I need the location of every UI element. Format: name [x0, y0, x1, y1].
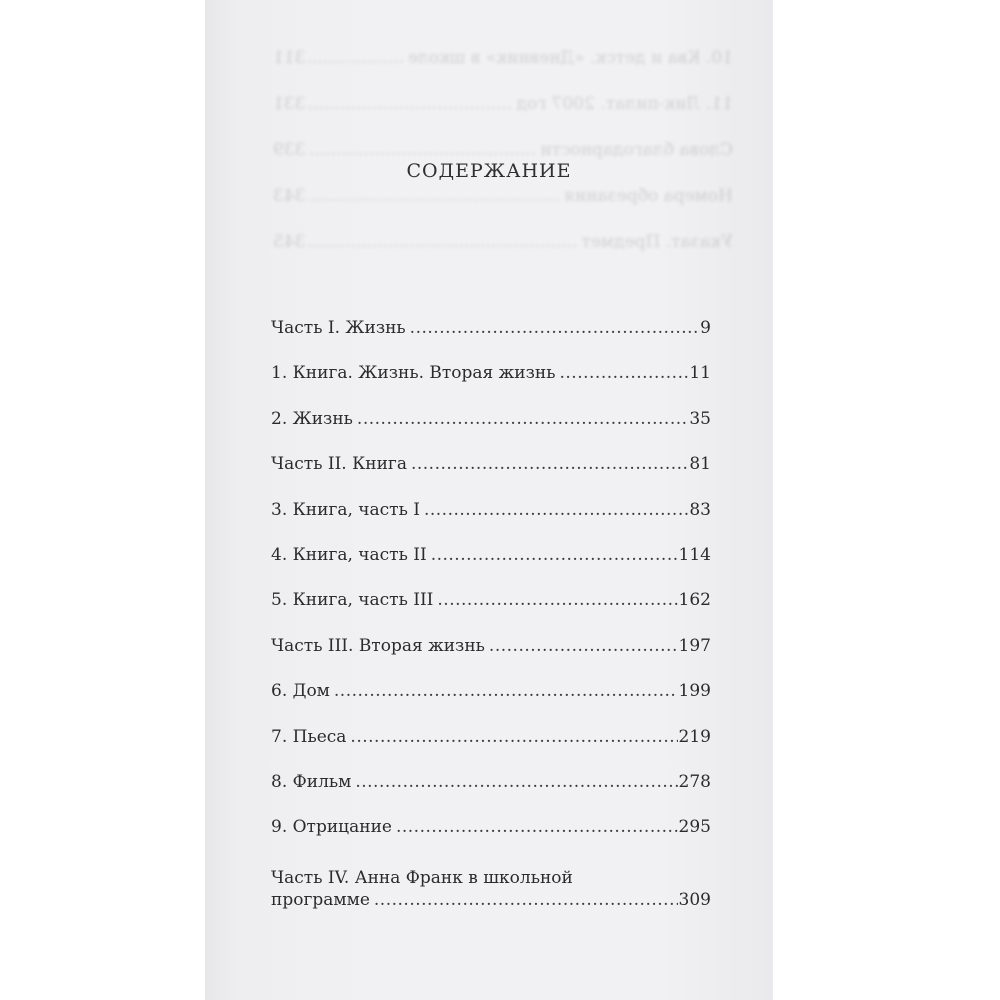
toc-entry[interactable] — [271, 590, 711, 635]
toc-entry-label-continued: программе — [271, 889, 370, 910]
ghost-line: 11. Лик-пилат. 2007 год ..... 331 — [273, 94, 733, 114]
toc-entry-label: 9. Отрицание — [271, 817, 392, 838]
toc-page-number: 199 — [678, 681, 711, 702]
dot-leader — [560, 363, 689, 383]
toc-entry-label: 2. Жизнь — [271, 408, 353, 429]
toc-page-number: 11 — [689, 363, 711, 384]
toc-page-number: 197 — [678, 635, 711, 656]
ghost-line: Номера обрезания ..... 343 — [273, 186, 733, 206]
toc-page-number: 35 — [689, 408, 711, 429]
toc-entry[interactable] — [271, 454, 711, 499]
toc-entry-label: 4. Книга, часть II — [271, 544, 427, 565]
toc-entry[interactable] — [271, 727, 711, 772]
dot-leader — [374, 889, 678, 911]
toc-entry-label: 7. Пьеса — [271, 726, 347, 747]
toc-entry[interactable] — [271, 772, 711, 817]
page-title: СОДЕРЖАНИЕ — [406, 160, 572, 182]
toc-entry-label: Часть I. Жизнь — [271, 318, 406, 338]
toc-entry-label: 8. Фильм — [271, 771, 352, 792]
toc-page-number: 309 — [678, 889, 711, 910]
dot-leader — [424, 500, 688, 520]
toc-page-number: 83 — [689, 499, 711, 520]
ghost-line: 10. Ква и детск. «Дневник» в школе ..... 311 — [273, 48, 733, 68]
ghost-line: Указат. Предмет ..... 345 — [273, 232, 733, 252]
book-page — [205, 0, 773, 1000]
toc-entry[interactable] — [271, 409, 711, 454]
dot-leader — [334, 681, 678, 701]
dot-leader — [357, 409, 688, 429]
toc-entry[interactable] — [271, 817, 711, 862]
ghost-line: Слова благодарности ..... 339 — [273, 140, 733, 160]
toc-entry-label: 3. Книга, часть I — [271, 499, 420, 520]
toc-entry[interactable] — [271, 500, 711, 545]
dot-leader — [411, 454, 688, 474]
dot-leader — [396, 817, 678, 837]
toc-entry-label: 1. Книга. Жизнь. Вторая жизнь — [271, 363, 556, 384]
table-of-contents — [271, 318, 711, 911]
toc-page-number: 278 — [678, 771, 711, 792]
dot-leader — [355, 772, 677, 792]
toc-entry-label: Часть III. Вторая жизнь — [271, 635, 485, 656]
toc-entry[interactable] — [271, 318, 711, 363]
toc-entry[interactable] — [271, 636, 711, 681]
toc-page-number: 81 — [689, 454, 711, 475]
toc-entry[interactable] — [271, 681, 711, 726]
dot-leader — [350, 727, 677, 747]
dot-leader — [410, 318, 700, 338]
toc-page-number: 114 — [678, 544, 711, 565]
dot-leader — [489, 636, 678, 656]
toc-entry-label: Часть II. Книга — [271, 454, 407, 475]
toc-page-number: 295 — [678, 817, 711, 838]
toc-entry[interactable] — [271, 545, 711, 590]
dot-leader — [431, 545, 678, 565]
toc-entry-label: Часть IV. Анна Франк в школьной — [271, 867, 573, 888]
toc-entry-two-line[interactable] — [271, 867, 711, 911]
dot-leader — [437, 590, 677, 610]
toc-page-number: 9 — [700, 318, 711, 338]
toc-page-number: 219 — [678, 726, 711, 747]
toc-page-number: 162 — [678, 590, 711, 611]
toc-entry[interactable] — [271, 363, 711, 408]
bleed-through-text — [205, 0, 773, 300]
toc-entry-continuation — [271, 889, 711, 911]
toc-entry-label: 6. Дом — [271, 681, 330, 702]
toc-entry-label: 5. Книга, часть III — [271, 590, 434, 611]
